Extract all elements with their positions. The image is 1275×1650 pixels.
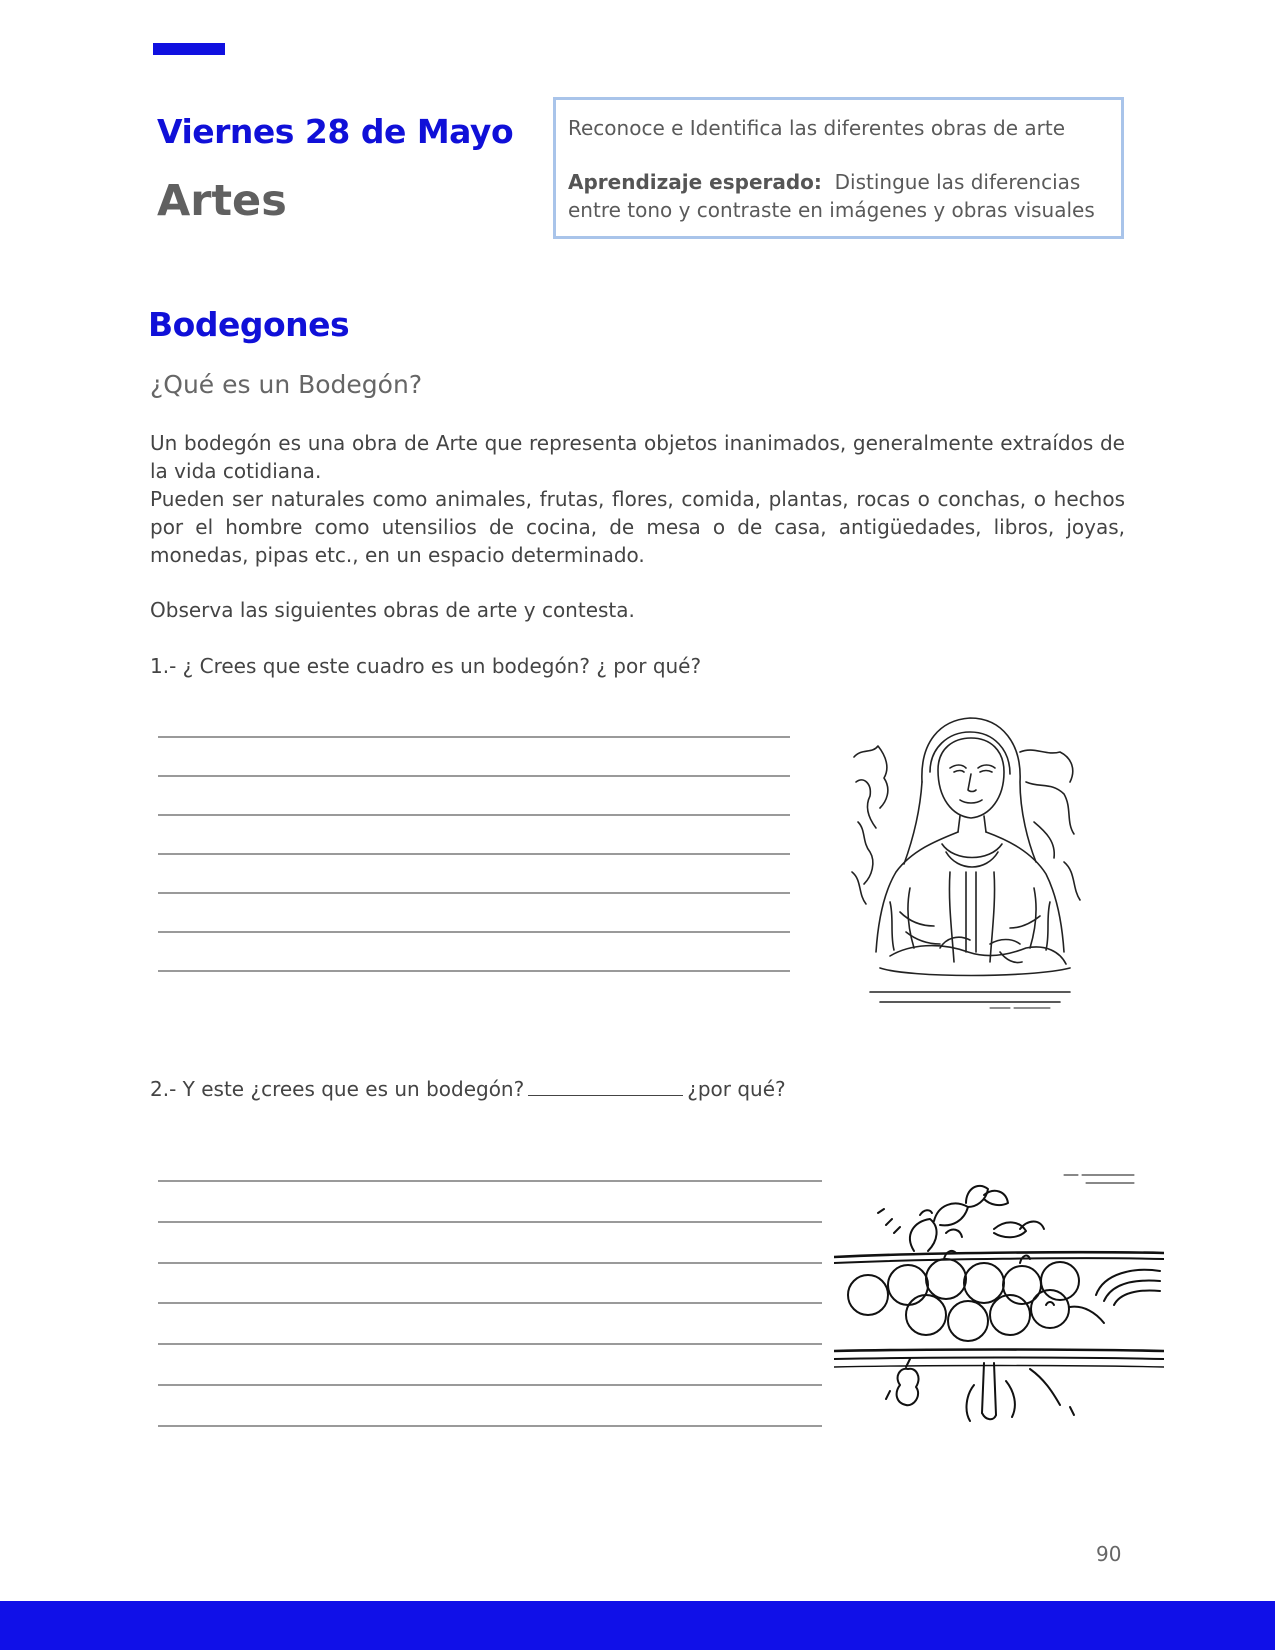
answer-line[interactable] (158, 736, 790, 738)
question-2-text: 2.- Y este ¿crees que es un bodegón? (150, 1077, 525, 1101)
answer-lines-q2[interactable] (158, 1180, 822, 1430)
answer-line[interactable] (158, 775, 790, 777)
answer-line[interactable] (158, 1343, 822, 1345)
lesson-date: Viernes 28 de Mayo (157, 112, 514, 151)
definition-paragraph-1: Un bodegón es una obra de Arte que representa objetos inanimados, generalmente extraídos de la vida cotidiana. (150, 431, 1125, 483)
answer-line[interactable] (158, 853, 790, 855)
bottom-accent-bar (0, 1601, 1275, 1650)
question-1: 1.- ¿ Crees que este cuadro es un bodegón? ¿ por qué? (150, 654, 702, 678)
question-2-blank[interactable] (528, 1077, 683, 1096)
answer-line[interactable] (158, 1302, 822, 1304)
question-2 (150, 1077, 786, 1101)
answer-line[interactable] (158, 1221, 822, 1223)
answer-line[interactable] (158, 1384, 822, 1386)
answer-line[interactable] (158, 892, 790, 894)
question-heading: ¿Qué es un Bodegón? (150, 370, 423, 399)
answer-line[interactable] (158, 1262, 822, 1264)
still-life-drawing (834, 1155, 1164, 1440)
answer-line[interactable] (158, 1180, 822, 1182)
top-accent-bar (153, 43, 225, 55)
answer-line[interactable] (158, 814, 790, 816)
answer-line[interactable] (158, 931, 790, 933)
section-title: Bodegones (148, 305, 350, 344)
answer-line[interactable] (158, 1425, 822, 1427)
expected-learning (568, 168, 1109, 224)
definition-paragraph-2: Pueden ser naturales como animales, frutas, flores, comida, plantas, rocas o conchas, o hechos por el hombre como utensilios de cocina, de mesa o de casa, antigüedades, libros, joyas, monedas, pipas etc., en un espacio determinado. (150, 487, 1125, 567)
mona-lisa-drawing (850, 712, 1090, 1016)
objective-purpose: Reconoce e Identifica las diferentes obras de arte (568, 116, 1065, 140)
answer-line[interactable] (158, 970, 790, 972)
question-2-why: ¿por qué? (687, 1077, 786, 1101)
answer-lines-q1[interactable] (158, 736, 790, 976)
lesson-subject: Artes (157, 176, 287, 226)
instruction-text: Observa las siguientes obras de arte y contesta. (150, 598, 635, 622)
expected-learning-label: Aprendizaje esperado: (568, 170, 822, 194)
objective-box (553, 97, 1124, 239)
expected-learning-text: Distingue las diferencias entre tono y contraste en imágenes y obras visuales (568, 170, 1095, 222)
definition-text (150, 429, 1125, 569)
page-number: 90 (1096, 1542, 1122, 1566)
